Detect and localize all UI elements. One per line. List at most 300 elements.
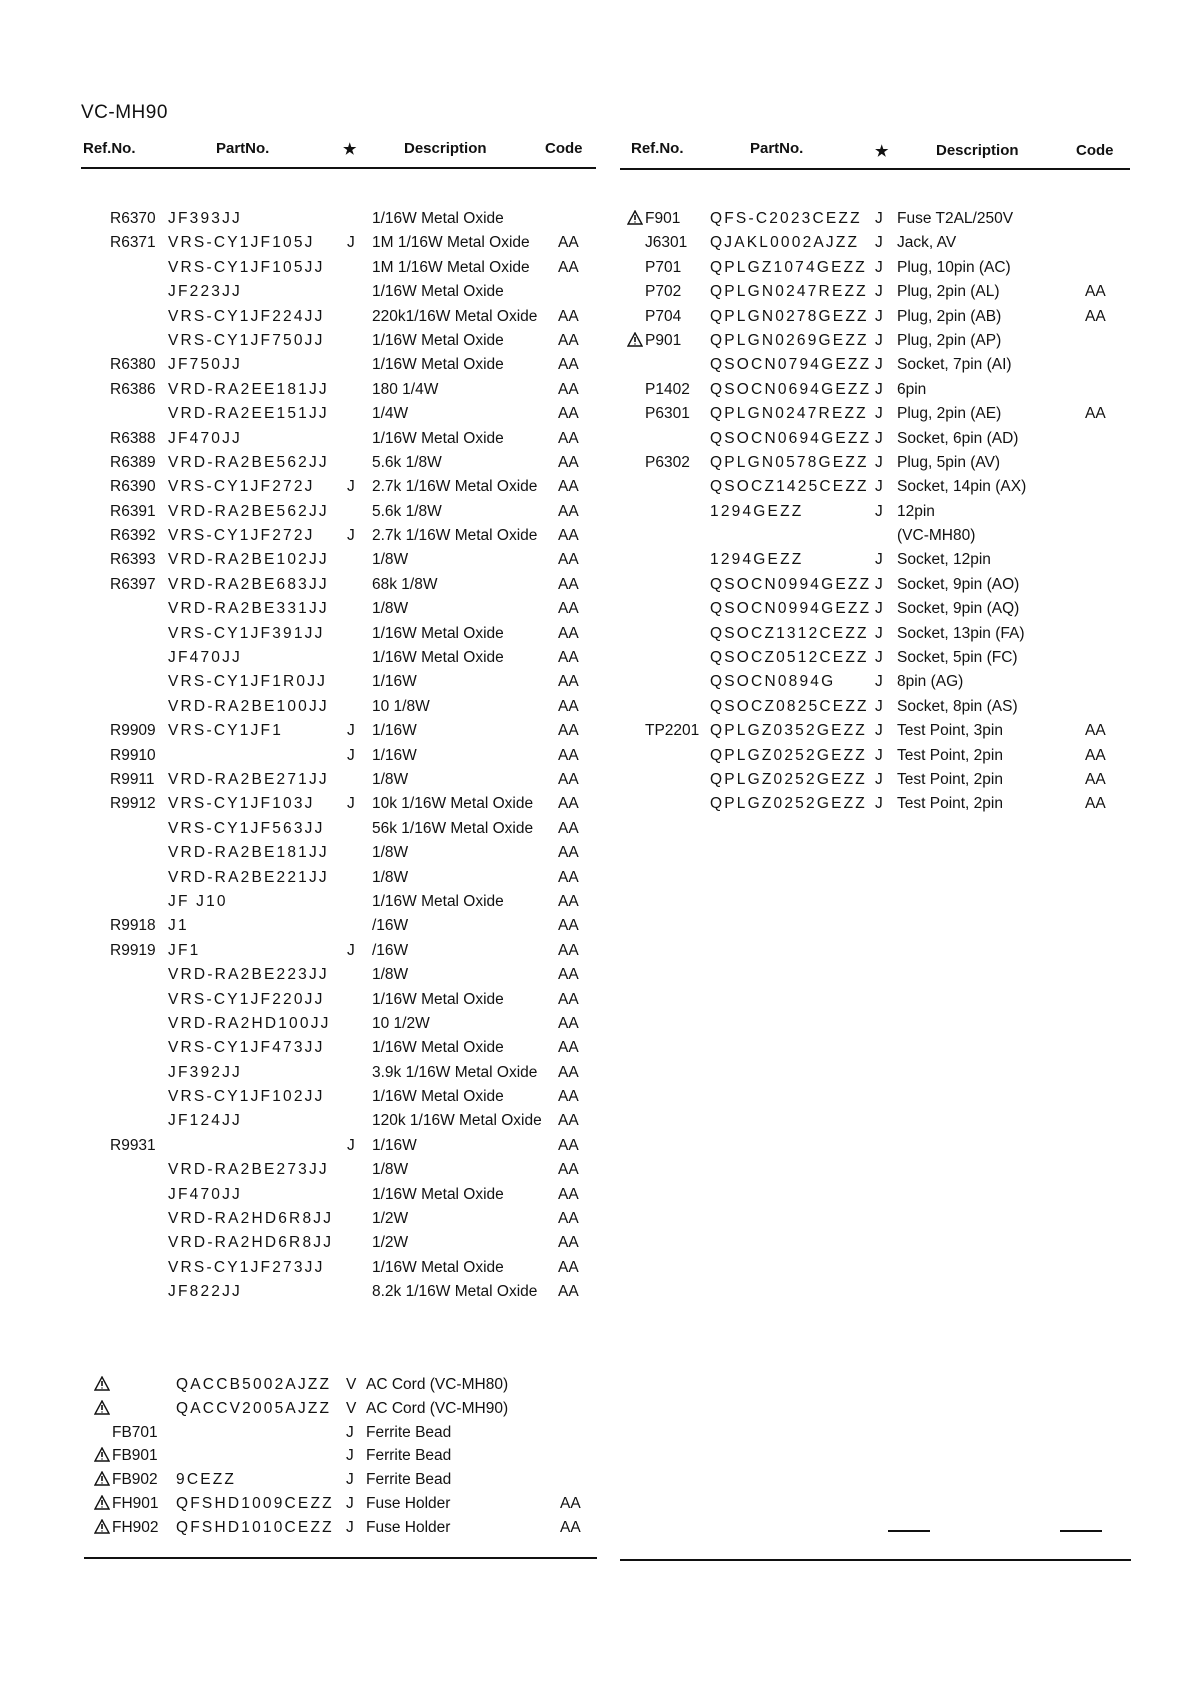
part-flag: J (875, 624, 883, 642)
part-desc: 8pin (AG) (897, 673, 964, 691)
part-flag: J (875, 258, 883, 276)
part-code: AA (558, 1112, 579, 1130)
part-ref: P704 (645, 307, 682, 325)
part-pn: VRS-CY1JF750JJ (168, 331, 325, 349)
part-flag: J (875, 551, 883, 569)
safety-warning-icon (94, 1400, 110, 1415)
part-desc: 1/8W (372, 844, 409, 862)
part-ref: TP2201 (645, 722, 700, 740)
part-pn: QSOCN0994GEZZ (710, 575, 872, 593)
part-pn: VRS-CY1JF105J (168, 234, 315, 252)
part-desc: Fuse Holder (366, 1494, 451, 1512)
part-pn: J1 (168, 917, 189, 935)
part-code: AA (558, 453, 579, 471)
part-desc: 68k 1/8W (372, 575, 438, 593)
part-pn: QPLGN0247REZZ (710, 283, 868, 301)
header-description: Description (936, 142, 1019, 159)
part-flag: J (875, 575, 883, 593)
part-pn: VRS-CY1JF272J (168, 527, 315, 545)
part-ref: P6301 (645, 405, 690, 423)
part-pn: JF223JJ (168, 283, 242, 301)
part-desc: 2.7k 1/16W Metal Oxide (372, 527, 538, 545)
part-desc: Fuse Holder (366, 1518, 451, 1536)
part-pn: 9CEZZ (176, 1471, 237, 1489)
part-ref-text: F901 (645, 210, 681, 227)
part-ref: R9931 (110, 1136, 156, 1154)
part-flag: J (875, 673, 883, 691)
part-ref: R9910 (110, 746, 156, 764)
part-code: AA (558, 331, 579, 349)
part-flag: J (875, 234, 883, 252)
part-flag: J (347, 941, 355, 959)
part-ref: R6386 (110, 380, 156, 398)
part-flag: J (875, 478, 883, 496)
part-code: AA (558, 1185, 579, 1203)
part-desc: 1/16W (372, 1136, 417, 1154)
part-pn: VRS-CY1JF220JJ (168, 990, 325, 1008)
part-code: AA (558, 649, 579, 667)
part-pn: 1294GEZZ (710, 551, 804, 569)
part-desc: 2.7k 1/16W Metal Oxide (372, 478, 538, 496)
part-flag: J (346, 1518, 354, 1536)
header-star: ★ (875, 143, 889, 160)
part-code: AA (1085, 746, 1106, 764)
part-flag: J (875, 210, 883, 227)
part-pn: VRD-RA2EE151JJ (168, 405, 329, 423)
part-desc: 56k 1/16W Metal Oxide (372, 819, 534, 837)
part-flag: J (875, 283, 883, 301)
part-flag: J (875, 746, 883, 764)
part-pn: VRS-CY1JF1 (168, 722, 284, 740)
part-code: AA (1085, 283, 1106, 301)
part-flag: J (347, 234, 355, 252)
part-flag: J (346, 1494, 354, 1512)
part-ref: P6302 (645, 453, 690, 471)
part-flag: J (346, 1423, 354, 1441)
part-desc: 220k1/16W Metal Oxide (372, 307, 538, 325)
part-flag: J (347, 478, 355, 496)
part-flag: J (875, 429, 883, 447)
part-pn: QPLGN0278GEZZ (710, 307, 869, 325)
part-code: AA (558, 673, 579, 691)
right-header-rule (620, 168, 1130, 170)
part-pn: QSOCZ0512CEZZ (710, 649, 869, 667)
part-desc: Plug, 2pin (AL) (897, 283, 1000, 301)
part-code: AA (558, 600, 579, 618)
left-header-rule (81, 167, 596, 169)
part-ref-text: FB902 (112, 1471, 158, 1489)
part-desc: 12pin (897, 502, 935, 520)
part-desc: 1/16W Metal Oxide (372, 356, 504, 374)
part-ref (94, 1519, 159, 1537)
part-pn: VRS-CY1JF272J (168, 478, 315, 496)
part-flag: J (347, 795, 355, 813)
part-desc: Plug, 2pin (AB) (897, 307, 1002, 325)
part-pn: VRD-RA2BE562JJ (168, 502, 329, 520)
part-code: AA (558, 356, 579, 374)
part-code: AA (558, 892, 579, 910)
part-code: AA (558, 258, 579, 276)
part-code: AA (558, 1258, 579, 1276)
part-desc: 1/8W (372, 1161, 409, 1179)
part-ref (94, 1376, 112, 1394)
part-desc: 6pin (897, 380, 927, 398)
part-code: AA (1085, 770, 1106, 788)
dash-mark (1060, 1530, 1102, 1532)
part-ref: R9911 (110, 770, 155, 788)
part-ref: R6397 (110, 575, 156, 593)
part-pn: VRD-RA2BE331JJ (168, 600, 329, 618)
part-pn: VRD-RA2EE181JJ (168, 380, 329, 398)
part-ref: P701 (645, 258, 682, 276)
header-ref-no: Ref.No. (83, 140, 136, 157)
part-pn: QPLGN0247REZZ (710, 405, 868, 423)
part-ref: FB701 (112, 1423, 158, 1441)
part-desc: 5.6k 1/8W (372, 453, 442, 471)
safety-warning-icon (94, 1519, 110, 1534)
part-desc: 1/8W (372, 770, 409, 788)
part-desc: Test Point, 3pin (897, 722, 1003, 740)
part-pn: QSOCN0694GEZZ (710, 429, 872, 447)
part-ref (94, 1447, 158, 1465)
part-desc: Socket, 9pin (AO) (897, 575, 1020, 593)
part-pn: QPLGZ0252GEZZ (710, 770, 867, 788)
part-desc: 1/16W Metal Oxide (372, 1185, 504, 1203)
part-desc: Socket, 7pin (AI) (897, 356, 1012, 374)
part-flag: J (875, 307, 883, 325)
part-desc: AC Cord (VC-MH80) (366, 1376, 509, 1393)
part-desc: (VC-MH80) (897, 527, 976, 545)
part-code: AA (558, 941, 579, 959)
part-ref (627, 210, 680, 228)
part-ref (627, 332, 681, 350)
part-desc: Test Point, 2pin (897, 770, 1003, 788)
part-desc: Plug, 2pin (AE) (897, 405, 1002, 423)
part-pn: VRD-RA2BE102JJ (168, 551, 329, 569)
part-code: AA (558, 380, 579, 398)
part-desc: Socket, 6pin (AD) (897, 429, 1019, 447)
part-desc: 10 1/8W (372, 697, 430, 715)
part-ref: R6388 (110, 429, 156, 447)
part-pn: QSOCZ0825CEZZ (710, 697, 869, 715)
part-desc: 8.2k 1/16W Metal Oxide (372, 1283, 538, 1301)
part-desc: 180 1/4W (372, 380, 439, 398)
part-pn: 1294GEZZ (710, 502, 804, 520)
part-code: AA (558, 1234, 579, 1252)
header-code: Code (545, 140, 583, 157)
part-code: AA (558, 770, 579, 788)
part-ref: P1402 (645, 380, 690, 398)
part-ref (94, 1400, 112, 1418)
part-pn: JF393JJ (168, 210, 242, 227)
part-ref-text: FB901 (112, 1447, 158, 1465)
part-pn: VRD-RA2BE181JJ (168, 844, 329, 862)
part-ref (94, 1495, 159, 1513)
part-pn: JF822JJ (168, 1283, 242, 1301)
part-desc: 1/16W Metal Oxide (372, 429, 504, 447)
part-desc: 1/16W Metal Oxide (372, 1088, 504, 1106)
part-pn: QACCV2005AJZZ (176, 1399, 332, 1417)
part-ref: R6389 (110, 453, 156, 471)
part-desc: Plug, 2pin (AP) (897, 331, 1002, 349)
safety-warning-icon (627, 210, 643, 225)
part-flag: J (875, 331, 883, 349)
part-code: AA (558, 1283, 579, 1301)
part-flag: J (346, 1447, 354, 1465)
part-flag: J (347, 746, 355, 764)
dash-mark (888, 1530, 930, 1532)
part-code: AA (558, 527, 579, 545)
part-code: AA (558, 990, 579, 1008)
header-part-no: PartNo. (750, 140, 804, 157)
part-pn: VRS-CY1JF1R0JJ (168, 673, 328, 691)
part-pn: VRD-RA2BE562JJ (168, 453, 329, 471)
part-desc: 1/16W Metal Oxide (372, 331, 504, 349)
part-code: AA (558, 429, 579, 447)
part-code: AA (1085, 795, 1106, 813)
part-pn: QSOCN0694GEZZ (710, 380, 872, 398)
part-pn: VRS-CY1JF563JJ (168, 819, 325, 837)
part-code: AA (558, 575, 579, 593)
part-desc: 120k 1/16W Metal Oxide (372, 1112, 542, 1130)
header-ref-no: Ref.No. (631, 140, 684, 157)
part-desc: Socket, 12pin (897, 551, 991, 569)
part-flag: J (347, 1136, 355, 1154)
part-desc: 1/2W (372, 1234, 409, 1252)
part-ref: R6390 (110, 478, 156, 496)
part-flag: V (346, 1399, 357, 1417)
part-code: AA (558, 722, 579, 740)
part-pn: QFS-C2023CEZZ (710, 210, 862, 227)
part-ref: R6392 (110, 527, 156, 545)
part-flag: J (347, 527, 355, 545)
part-ref: R6393 (110, 551, 156, 569)
part-ref: R6380 (110, 356, 156, 374)
part-code: AA (558, 1088, 579, 1106)
part-desc: 1/2W (372, 1210, 409, 1228)
part-pn: VRS-CY1JF102JJ (168, 1088, 325, 1106)
part-flag: J (347, 722, 355, 740)
part-desc: 1/16W Metal Oxide (372, 892, 504, 910)
part-desc: 1M 1/16W Metal Oxide (372, 258, 530, 276)
part-desc: 1/16W (372, 746, 417, 764)
part-code: AA (558, 844, 579, 862)
part-pn: VRS-CY1JF105JJ (168, 258, 325, 276)
part-ref: P702 (645, 283, 682, 301)
part-desc: AC Cord (VC-MH90) (366, 1399, 509, 1417)
part-code: AA (558, 1063, 579, 1081)
part-pn: VRD-RA2BE221JJ (168, 868, 329, 886)
part-ref: R9919 (110, 941, 156, 959)
part-desc: 1M 1/16W Metal Oxide (372, 234, 530, 252)
part-code: AA (558, 1210, 579, 1228)
part-ref-text: P901 (645, 331, 682, 349)
part-code: AA (558, 819, 579, 837)
header-star: ★ (343, 141, 357, 158)
part-pn: QPLGZ0352GEZZ (710, 722, 867, 740)
part-pn: QPLGN0578GEZZ (710, 453, 869, 471)
part-code: AA (558, 1014, 579, 1032)
part-code: AA (558, 1161, 579, 1179)
part-desc: Jack, AV (897, 234, 957, 252)
part-pn: JF470JJ (168, 429, 242, 447)
part-pn: QACCB5002AJZZ (176, 1376, 332, 1393)
part-pn: VRD-RA2HD6R8JJ (168, 1210, 334, 1228)
part-pn: VRS-CY1JF103J (168, 795, 315, 813)
part-desc: 1/16W Metal Oxide (372, 1258, 504, 1276)
part-desc: 1/8W (372, 868, 409, 886)
part-desc: 1/16W (372, 722, 417, 740)
part-pn: QFSHD1009CEZZ (176, 1494, 334, 1512)
part-ref: R6370 (110, 210, 156, 227)
part-pn: VRD-RA2HD100JJ (168, 1014, 331, 1032)
part-pn: JF J10 (168, 892, 228, 910)
safety-warning-icon (627, 332, 643, 347)
part-pn: QSOCN0894G (710, 673, 836, 691)
part-code: AA (558, 1136, 579, 1154)
part-code: AA (558, 966, 579, 984)
part-code: AA (558, 405, 579, 423)
part-pn: VRD-RA2BE683JJ (168, 575, 329, 593)
part-pn: QSOCN0794GEZZ (710, 356, 872, 374)
part-flag: J (346, 1471, 354, 1489)
header-part-no: PartNo. (216, 140, 270, 157)
part-pn: QFSHD1010CEZZ (176, 1518, 334, 1536)
part-pn: QJAKL0002AJZZ (710, 234, 860, 252)
part-pn: JF392JJ (168, 1063, 242, 1081)
part-pn: JF1 (168, 941, 201, 959)
header-description: Description (404, 140, 487, 157)
part-flag: J (875, 356, 883, 374)
part-flag: J (875, 697, 883, 715)
part-desc: Test Point, 2pin (897, 746, 1003, 764)
part-ref-text: FH902 (112, 1518, 159, 1536)
part-code: AA (558, 746, 579, 764)
safety-warning-icon (94, 1447, 110, 1462)
part-code: AA (1085, 307, 1106, 325)
part-ref (94, 1471, 158, 1489)
part-code: AA (558, 502, 579, 520)
part-pn: VRS-CY1JF391JJ (168, 624, 325, 642)
part-desc: 3.9k 1/16W Metal Oxide (372, 1063, 538, 1081)
part-code: AA (560, 1518, 581, 1536)
part-code: AA (558, 307, 579, 325)
part-pn: QSOCZ1312CEZZ (710, 624, 869, 642)
part-desc: 1/4W (372, 405, 409, 423)
part-flag: J (875, 722, 883, 740)
part-desc: 10 1/2W (372, 1014, 430, 1032)
part-pn: JF470JJ (168, 649, 242, 667)
part-pn: QSOCZ1425CEZZ (710, 478, 869, 496)
left-bottom-rule (84, 1557, 597, 1559)
part-desc: 1/16W (372, 673, 417, 691)
part-pn: QSOCN0994GEZZ (710, 600, 872, 618)
part-flag: J (875, 405, 883, 423)
part-desc: 1/8W (372, 966, 409, 984)
part-desc: /16W (372, 941, 409, 959)
part-code: AA (558, 624, 579, 642)
part-desc: Plug, 10pin (AC) (897, 258, 1011, 276)
part-ref: R6371 (110, 234, 156, 252)
part-desc: Ferrite Bead (366, 1423, 452, 1441)
part-flag: J (875, 453, 883, 471)
part-code: AA (558, 795, 579, 813)
part-flag: J (875, 600, 883, 618)
part-pn: VRD-RA2HD6R8JJ (168, 1234, 334, 1252)
part-pn: JF470JJ (168, 1185, 242, 1203)
part-desc: Ferrite Bead (366, 1447, 452, 1465)
part-desc: 1/8W (372, 600, 409, 618)
part-desc: Socket, 9pin (AQ) (897, 600, 1020, 618)
part-pn: VRS-CY1JF224JJ (168, 307, 325, 325)
part-code: AA (558, 917, 579, 935)
part-flag: J (875, 502, 883, 520)
part-pn: VRS-CY1JF473JJ (168, 1039, 325, 1057)
part-pn: QPLGZ0252GEZZ (710, 795, 867, 813)
part-flag: J (875, 770, 883, 788)
part-code: AA (558, 868, 579, 886)
part-code: AA (560, 1494, 581, 1512)
page-title: VC-MH90 (81, 102, 168, 123)
part-pn: VRD-RA2BE223JJ (168, 966, 329, 984)
part-desc: 10k 1/16W Metal Oxide (372, 795, 534, 813)
part-flag: J (875, 649, 883, 667)
part-code: AA (558, 697, 579, 715)
part-desc: Socket, 5pin (FC) (897, 649, 1018, 667)
part-desc: 5.6k 1/8W (372, 502, 442, 520)
part-flag: J (875, 795, 883, 813)
part-pn: VRD-RA2BE271JJ (168, 770, 329, 788)
part-code: AA (558, 551, 579, 569)
part-flag: J (875, 380, 883, 398)
part-ref-text: FH901 (112, 1494, 159, 1512)
safety-warning-icon (94, 1376, 110, 1391)
part-pn: QPLGN0269GEZZ (710, 331, 869, 349)
part-desc: Fuse T2AL/250V (897, 210, 1014, 227)
part-desc: 1/16W Metal Oxide (372, 624, 504, 642)
part-pn: VRD-RA2BE100JJ (168, 697, 329, 715)
header-code: Code (1076, 142, 1114, 159)
part-pn: QPLGZ1074GEZZ (710, 258, 867, 276)
part-desc: 1/16W Metal Oxide (372, 649, 504, 667)
part-desc: Socket, 13pin (FA) (897, 624, 1025, 642)
part-desc: Plug, 5pin (AV) (897, 453, 1001, 471)
part-desc: 1/16W Metal Oxide (372, 1039, 504, 1057)
part-pn: VRS-CY1JF273JJ (168, 1258, 325, 1276)
safety-warning-icon (94, 1495, 110, 1510)
part-desc: 1/16W Metal Oxide (372, 990, 504, 1008)
part-pn: JF750JJ (168, 356, 242, 374)
part-code: AA (558, 478, 579, 496)
part-desc: Ferrite Bead (366, 1471, 452, 1489)
part-pn: QPLGZ0252GEZZ (710, 746, 867, 764)
safety-warning-icon (94, 1471, 110, 1486)
part-code: AA (1085, 722, 1106, 740)
part-desc: 1/8W (372, 551, 409, 569)
part-pn: JF124JJ (168, 1112, 242, 1130)
part-desc: /16W (372, 917, 409, 935)
part-ref: R9909 (110, 722, 156, 740)
part-ref: R9912 (110, 795, 156, 813)
part-code: AA (558, 1039, 579, 1057)
part-ref: R9918 (110, 917, 156, 935)
part-ref: R6391 (110, 502, 156, 520)
part-code: AA (558, 234, 579, 252)
part-flag: V (346, 1376, 357, 1393)
part-desc: 1/16W Metal Oxide (372, 210, 504, 227)
right-bottom-rule (620, 1559, 1131, 1561)
part-desc: Test Point, 2pin (897, 795, 1003, 813)
